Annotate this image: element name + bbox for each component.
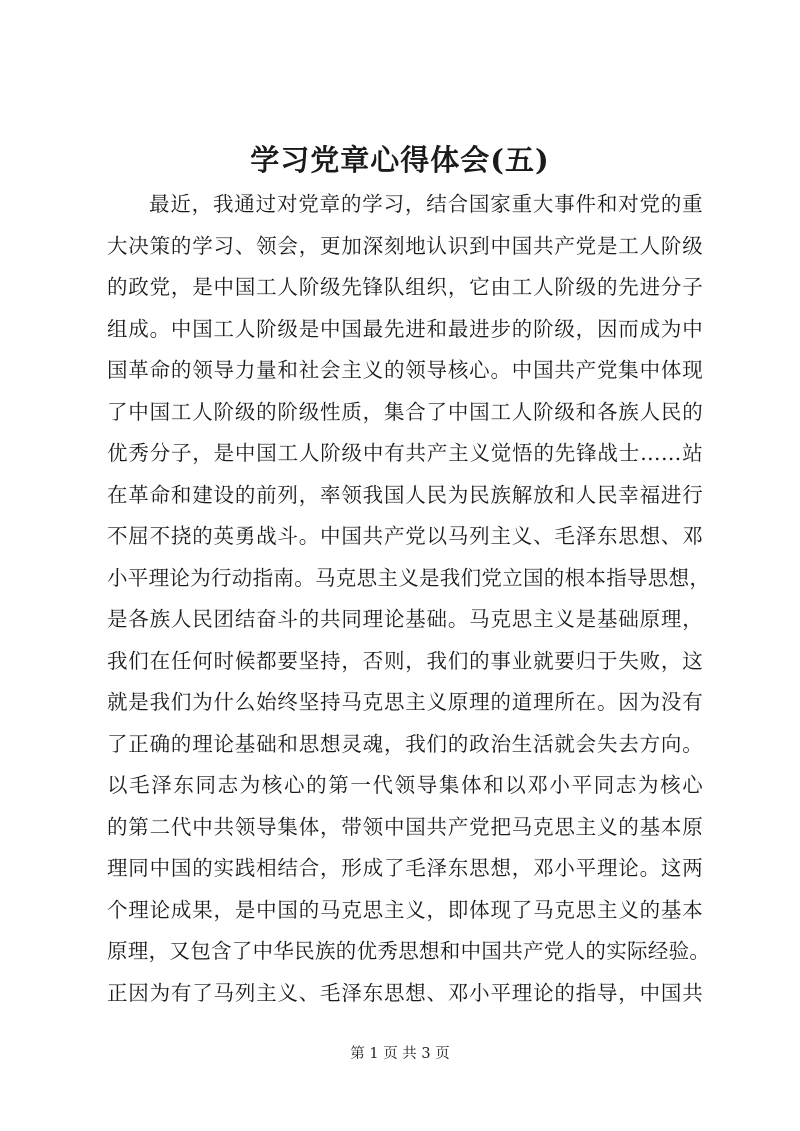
text-line: 国革命的领导力量和社会主义的领导核心。中国共产党集中体现 [107,358,703,382]
text-line: 大决策的学习、领会，更加深刻地认识到中国共产党是工人阶级 [107,233,703,258]
text-line: 组成。中国工人阶级是中国最先进和最进步的阶级，因而成为中 [107,316,703,341]
text-line: 了正确的理论基础和思想灵魂，我们的政治生活就会失去方向。 [107,731,703,756]
text-line: 最近，我通过对党章的学习，结合国家重大事件和对党的重 [149,192,703,216]
text-line: 原理，又包含了中华民族的优秀思想和中国共产党人的实际经验。 [107,939,711,963]
text-line: 我们在任何时候都要坚持，否则，我们的事业就要归于失败，这 [107,648,703,673]
body-paragraph [107,184,711,1014]
text-line: 正因为有了马列主义、毛泽东思想、邓小平理论的指导，中国共 [107,980,703,1005]
text-line: 的政党，是中国工人阶级先锋队组织，它由工人阶级的先进分子 [107,275,703,299]
text-line: 小平理论为行动指南。马克思主义是我们党立国的根本指导思想， [107,565,711,590]
text-line: 理同中国的实践相结合，形成了毛泽东思想，邓小平理论。这两 [107,856,703,880]
text-line: 不屈不挠的英勇战斗。中国共产党以马列主义、毛泽东思想、邓 [107,524,703,548]
page-footer: 第 1 页 共 3 页 [350,1046,450,1062]
text-line: 了中国工人阶级的阶级性质，集合了中国工人阶级和各族人民的 [107,399,703,424]
text-line: 优秀分子，是中国工人阶级中有共产主义觉悟的先锋战士……站 [107,441,703,465]
text-line: 个理论成果，是中国的马克思主义，即体现了马克思主义的基本 [107,897,703,922]
text-line: 就是我们为什么始终坚持马克思主义原理的道理所在。因为没有 [107,690,703,714]
text-line: 的第二代中共领导集体，带领中国共产党把马克思主义的基本原 [107,814,703,839]
text-line: 以毛泽东同志为核心的第一代领导集体和以邓小平同志为核心 [107,773,703,797]
text-line: 是各族人民团结奋斗的共同理论基础。马克思主义是基础原理， [107,607,703,631]
document-title: 学习党章心得体会(五) [250,143,550,177]
text-line: 在革命和建设的前列，率领我国人民为民族解放和人民幸福进行 [107,482,703,507]
